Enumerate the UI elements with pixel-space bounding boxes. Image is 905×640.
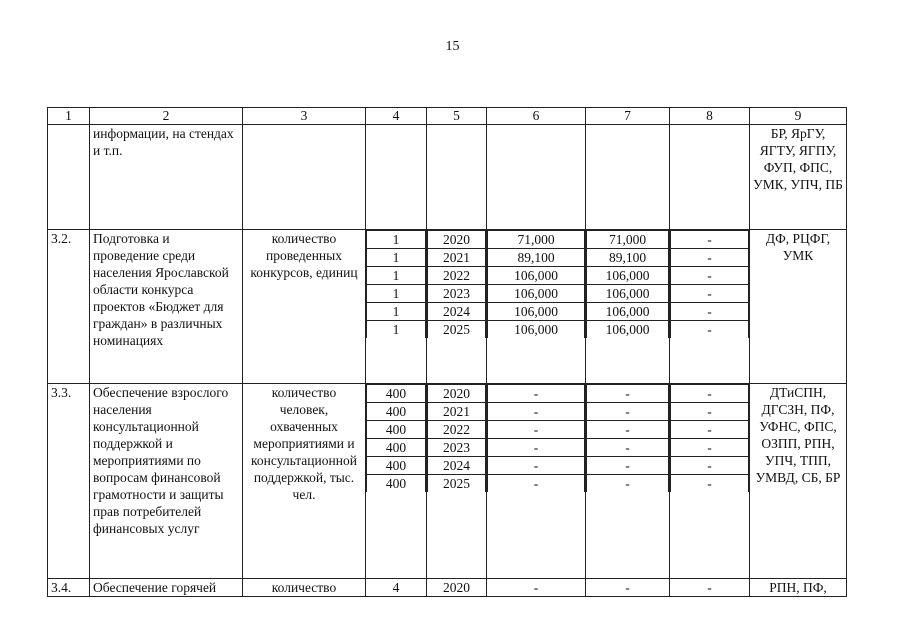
- amount-entry: -: [488, 439, 585, 457]
- amount-entry: 71,000: [587, 231, 669, 249]
- value-entry: 1: [367, 267, 426, 285]
- col6-cell: [487, 230, 586, 384]
- col8-cell: [670, 230, 750, 384]
- year-entry: 2025: [428, 321, 486, 339]
- year-entry: 2024: [428, 303, 486, 321]
- responsible-cell: РПН, ПФ,: [750, 579, 847, 597]
- col6-cell: [487, 125, 586, 230]
- table-row-3-3: [48, 384, 847, 579]
- amount-entry: 106,000: [488, 321, 585, 339]
- col7-cell: [586, 230, 670, 384]
- plan-table: [47, 107, 847, 597]
- table-row-3-2: [48, 230, 847, 384]
- value-entry: 400: [367, 421, 426, 439]
- description-cell: Обеспечение горячей: [90, 579, 243, 597]
- indicator-cell: [243, 125, 366, 230]
- year-cell: [427, 230, 487, 384]
- year-cell: [427, 125, 487, 230]
- responsible-cell: БР, ЯрГУ, ЯГТУ, ЯГПУ, ФУП, ФПС, УМК, УПЧ, ПБ: [750, 125, 847, 230]
- amount-entry: 106,000: [587, 303, 669, 321]
- amount-entry: -: [671, 403, 749, 421]
- column-header: 2: [90, 108, 243, 125]
- value-entry: 1: [367, 303, 426, 321]
- amount-entry: -: [488, 385, 585, 403]
- description-cell: Обеспечение взрослого населения консультационной поддержкой и мероприятиями по вопросам финансовой грамотности и защиты прав потребителей финансовых услуг: [90, 384, 243, 579]
- column-header: 8: [670, 108, 750, 125]
- amount-entry: 106,000: [488, 303, 585, 321]
- indicator-cell: количество человек, охваченных мероприятиями и консультационной поддержкой, тыс. чел.: [243, 384, 366, 579]
- description-cell: Подготовка и проведение среди населения Ярославской области конкурса проектов «Бюджет для граждан» в различных номинациях: [90, 230, 243, 384]
- table-row-3-4: [48, 579, 847, 597]
- year-entry: 2021: [428, 249, 486, 267]
- value-entry: 400: [367, 385, 426, 403]
- year-entry: 2020: [428, 385, 486, 403]
- amount-entry: -: [671, 231, 749, 249]
- responsible-cell: ДФ, РЦФГ, УМК: [750, 230, 847, 384]
- amount-entry: -: [671, 249, 749, 267]
- col7-cell: [586, 125, 670, 230]
- year-entry: 2025: [428, 475, 486, 493]
- value-entry: 400: [367, 457, 426, 475]
- value-cell: [366, 230, 427, 384]
- year-entry: 2021: [428, 403, 486, 421]
- amount-entry: 89,100: [488, 249, 585, 267]
- column-header: 7: [586, 108, 670, 125]
- value-cell: 4: [366, 579, 427, 597]
- amount-entry: -: [488, 421, 585, 439]
- amount-entry: -: [671, 421, 749, 439]
- amount-entry: -: [671, 475, 749, 493]
- item-number-cell: 3.2.: [48, 230, 90, 384]
- col8-cell: [670, 384, 750, 579]
- indicator-cell: количество проведенных конкурсов, единиц: [243, 230, 366, 384]
- amount-entry: -: [587, 475, 669, 493]
- amount-entry: -: [587, 457, 669, 475]
- amount-entry: 106,000: [488, 267, 585, 285]
- year-entry: 2020: [428, 231, 486, 249]
- value-entry: 400: [367, 403, 426, 421]
- amount-entry: -: [671, 303, 749, 321]
- col8-cell: -: [670, 579, 750, 597]
- year-entry: 2022: [428, 421, 486, 439]
- column-header: 6: [487, 108, 586, 125]
- amount-entry: 89,100: [587, 249, 669, 267]
- description-cell: информации, на стендах и т.п.: [90, 125, 243, 230]
- amount-entry: -: [671, 439, 749, 457]
- amount-entry: 106,000: [488, 285, 585, 303]
- amount-entry: -: [671, 457, 749, 475]
- value-cell: [366, 384, 427, 579]
- amount-entry: 106,000: [587, 321, 669, 339]
- column-header: 3: [243, 108, 366, 125]
- column-header: 1: [48, 108, 90, 125]
- amount-entry: 71,000: [488, 231, 585, 249]
- amount-entry: -: [671, 321, 749, 339]
- page-number: 15: [445, 39, 460, 54]
- amount-entry: -: [488, 475, 585, 493]
- value-cell: [366, 125, 427, 230]
- item-number-cell: 3.4.: [48, 579, 90, 597]
- value-entry: 1: [367, 231, 426, 249]
- col6-cell: [487, 384, 586, 579]
- value-entry: 400: [367, 439, 426, 457]
- amount-entry: -: [671, 385, 749, 403]
- amount-entry: -: [587, 385, 669, 403]
- amount-entry: -: [488, 403, 585, 421]
- amount-entry: 106,000: [587, 267, 669, 285]
- amount-entry: -: [671, 267, 749, 285]
- item-number-cell: 3.3.: [48, 384, 90, 579]
- column-header: 5: [427, 108, 487, 125]
- table-row-continued: [48, 125, 847, 230]
- item-number-cell: [48, 125, 90, 230]
- year-entry: 2023: [428, 439, 486, 457]
- amount-entry: -: [587, 403, 669, 421]
- year-cell: [427, 384, 487, 579]
- col7-cell: [586, 384, 670, 579]
- value-entry: 1: [367, 249, 426, 267]
- value-entry: 1: [367, 321, 426, 339]
- col7-cell: -: [586, 579, 670, 597]
- header-row: [48, 108, 847, 125]
- amount-entry: -: [587, 439, 669, 457]
- amount-entry: -: [587, 421, 669, 439]
- col6-cell: -: [487, 579, 586, 597]
- column-header: 9: [750, 108, 847, 125]
- responsible-cell: ДТиСПН, ДГСЗН, ПФ, УФНС, ФПС, ОЗПП, РПН, УПЧ, ТПП, УМВД, СБ, БР: [750, 384, 847, 579]
- year-entry: 2024: [428, 457, 486, 475]
- amount-entry: 106,000: [587, 285, 669, 303]
- year-entry: 2023: [428, 285, 486, 303]
- indicator-cell: количество: [243, 579, 366, 597]
- year-cell: 2020: [427, 579, 487, 597]
- amount-entry: -: [671, 285, 749, 303]
- amount-entry: -: [488, 457, 585, 475]
- column-header: 4: [366, 108, 427, 125]
- col8-cell: [670, 125, 750, 230]
- value-entry: 400: [367, 475, 426, 493]
- value-entry: 1: [367, 285, 426, 303]
- year-entry: 2022: [428, 267, 486, 285]
